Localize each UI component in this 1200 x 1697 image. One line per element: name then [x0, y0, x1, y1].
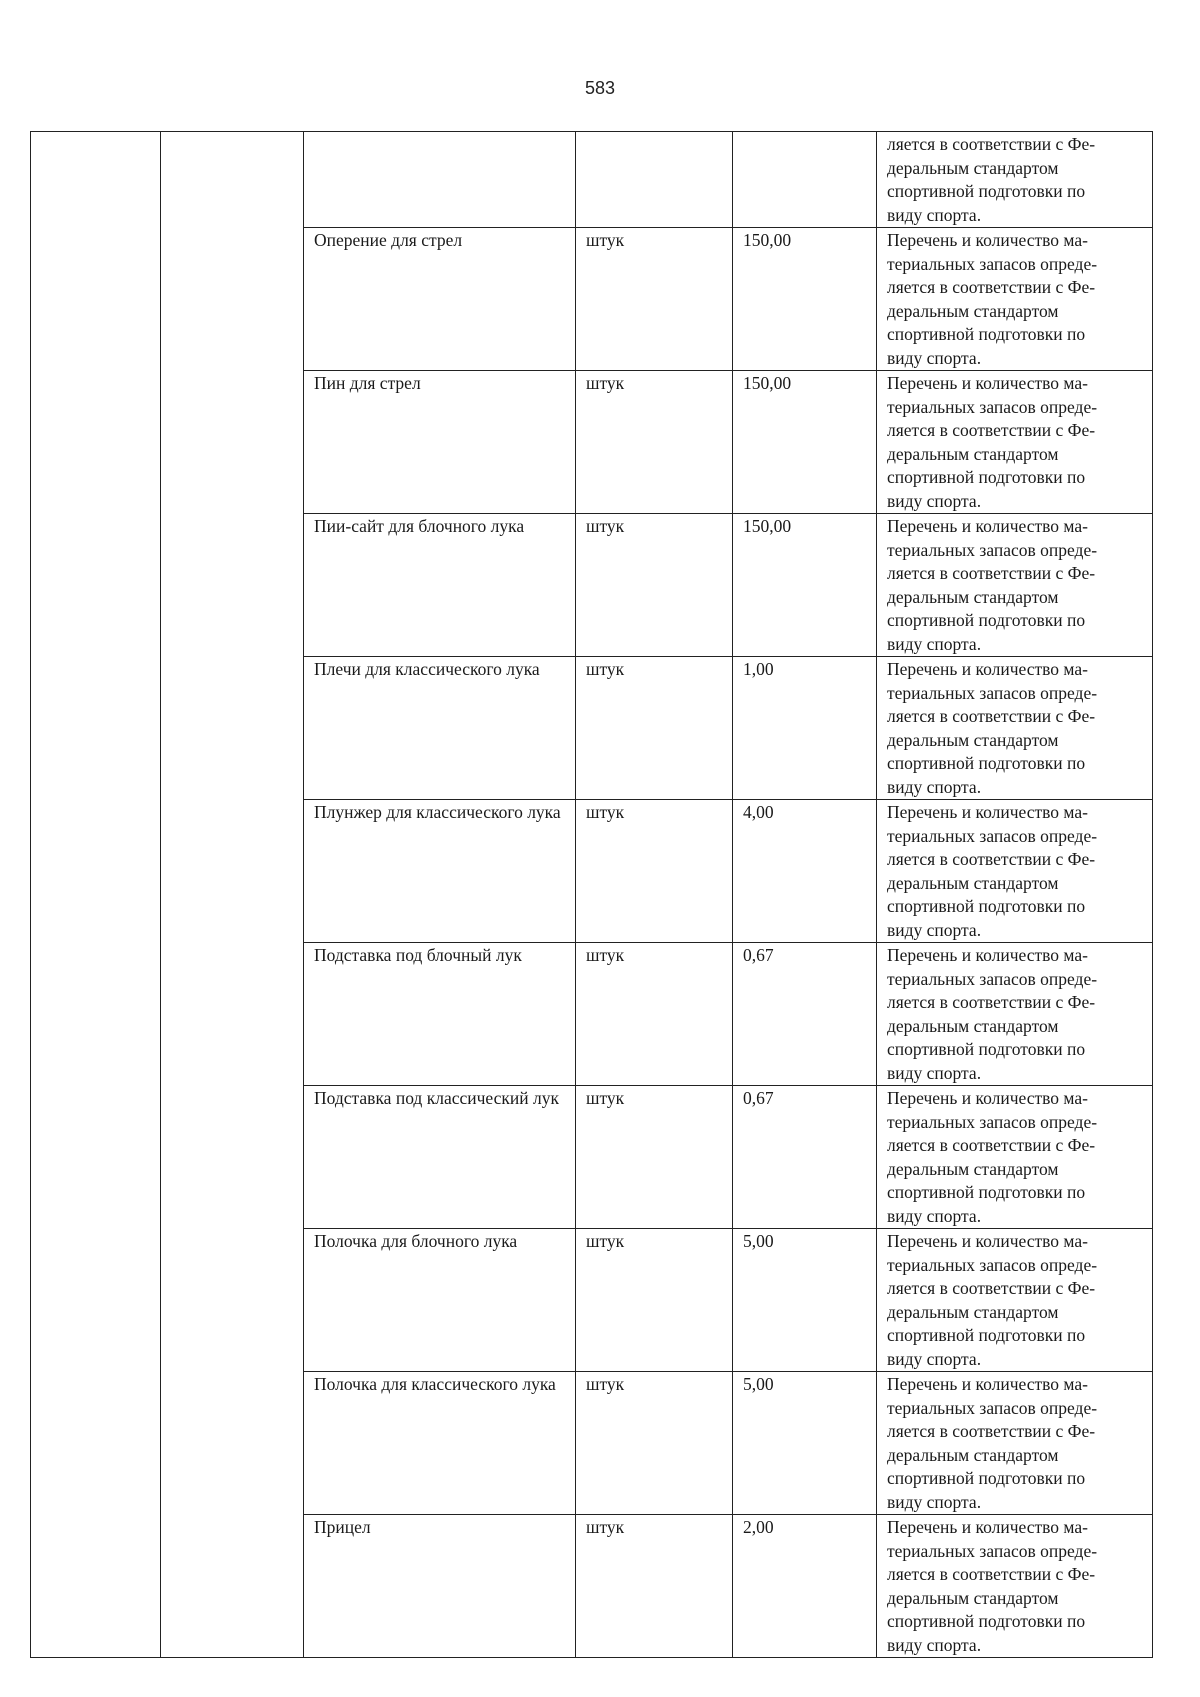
blank-cell-col2 [161, 1515, 304, 1658]
note-line: Перечень и количество ма- [887, 1517, 1088, 1537]
note-line: виду спорта. [887, 1062, 982, 1083]
item-note-cell [877, 1372, 1153, 1515]
table-row [31, 514, 1153, 657]
note-line: териальных запасов опреде- [887, 396, 1098, 417]
blank-cell-col1 [31, 1372, 161, 1515]
item-note-cell [877, 1515, 1153, 1658]
quantity-cell-empty [733, 132, 877, 228]
table-row [31, 1229, 1153, 1372]
item-quantity-cell: 4,00 [733, 800, 877, 943]
note-line: спортивной подготовки по [887, 753, 1086, 773]
item-unit-cell: штук [576, 1086, 733, 1229]
note-line: деральным стандартом [887, 1158, 1059, 1179]
name-cell-empty [304, 132, 576, 228]
note-line: Перечень и количество ма- [887, 659, 1088, 679]
note-line: ляется в соответствии с Фе- [887, 1278, 1096, 1298]
note-line: ляется в соответствии с Фе- [887, 1135, 1096, 1155]
table-row [31, 371, 1153, 514]
blank-cell-col2 [161, 132, 304, 228]
blank-cell-col1 [31, 371, 161, 514]
table-row [31, 1515, 1153, 1658]
blank-cell-col1 [31, 1229, 161, 1372]
equipment-table-body [31, 132, 1153, 1658]
note-line: Перечень и количество ма- [887, 1088, 1088, 1108]
item-note-cell [877, 943, 1153, 1086]
note-line: деральным стандартом [887, 443, 1059, 464]
item-unit-cell: штук [576, 228, 733, 371]
item-quantity-cell: 0,67 [733, 1086, 877, 1229]
blank-cell-col1 [31, 1515, 161, 1658]
note-line: виду спорта. [887, 776, 982, 797]
note-line: спортивной подготовки по [887, 1611, 1086, 1631]
note-line: териальных запасов опреде- [887, 825, 1098, 846]
item-unit-cell: штук [576, 943, 733, 1086]
note-line: деральным стандартом [887, 300, 1059, 321]
note-line: Перечень и количество ма- [887, 1374, 1088, 1394]
blank-cell-col2 [161, 371, 304, 514]
note-line: териальных запасов опреде- [887, 539, 1098, 560]
item-name-cell: Полочка для классического лука [304, 1372, 576, 1515]
blank-cell-col1 [31, 943, 161, 1086]
item-note-cell [877, 514, 1153, 657]
note-line: спортивной подготовки по [887, 1468, 1086, 1488]
table-row [31, 228, 1153, 371]
note-line: териальных запасов опреде- [887, 1540, 1098, 1561]
item-unit-cell: штук [576, 371, 733, 514]
note-line: спортивной подготовки по [887, 1325, 1086, 1345]
blank-cell-col1 [31, 228, 161, 371]
note-line: Перечень и количество ма- [887, 802, 1088, 822]
note-line: деральным стандартом [887, 157, 1059, 178]
note-line: ляется в соответствии с Фе- [887, 420, 1096, 440]
item-name-cell: Плунжер для классического лука [304, 800, 576, 943]
blank-cell-col1 [31, 132, 161, 228]
item-name-cell: Прицел [304, 1515, 576, 1658]
item-name-cell: Пии-сайт для блочного лука [304, 514, 576, 657]
item-name-cell: Полочка для блочного лука [304, 1229, 576, 1372]
note-line: териальных запасов опреде- [887, 1111, 1098, 1132]
note-line: ляется в соответствии с Фе- [887, 563, 1096, 583]
item-note-cell [877, 800, 1153, 943]
note-line: виду спорта. [887, 1348, 982, 1369]
note-line: спортивной подготовки по [887, 1039, 1086, 1059]
note-line: ляется в соответствии с Фе- [887, 706, 1096, 726]
note-line: ляется в соответствии с Фе- [887, 849, 1096, 869]
note-line: спортивной подготовки по [887, 610, 1086, 630]
item-quantity-cell: 5,00 [733, 1372, 877, 1515]
blank-cell-col1 [31, 657, 161, 800]
note-line: деральным стандартом [887, 586, 1059, 607]
item-unit-cell: штук [576, 800, 733, 943]
item-note-cell [877, 657, 1153, 800]
note-cell [877, 132, 1153, 228]
item-note-cell [877, 371, 1153, 514]
note-line: Перечень и количество ма- [887, 945, 1088, 965]
item-name-cell: Плечи для классического лука [304, 657, 576, 800]
blank-cell-col2 [161, 514, 304, 657]
table-row-continuation [31, 132, 1153, 228]
note-line: териальных запасов опреде- [887, 1254, 1098, 1275]
note-line: ляется в соответствии с Фе- [887, 1564, 1096, 1584]
page-number: 583 [584, 78, 616, 98]
note-line: деральным стандартом [887, 1015, 1059, 1036]
item-unit-cell: штук [576, 1515, 733, 1658]
note-line: деральным стандартом [887, 1301, 1059, 1322]
note-line: виду спорта. [887, 204, 982, 225]
note-line: виду спорта. [887, 347, 982, 368]
note-line: виду спорта. [887, 1634, 982, 1655]
item-unit-cell: штук [576, 1372, 733, 1515]
note-line: спортивной подготовки по [887, 324, 1086, 344]
equipment-table [30, 131, 1153, 1658]
table-row [31, 1372, 1153, 1515]
item-name-cell: Пин для стрел [304, 371, 576, 514]
note-line: ляется в соответствии с Фе- [887, 1421, 1096, 1441]
note-line: ляется в соответствии с Фе- [887, 277, 1096, 297]
table-row [31, 943, 1153, 1086]
note-line: виду спорта. [887, 633, 982, 654]
note-line: виду спорта. [887, 490, 982, 511]
note-line: териальных запасов опреде- [887, 682, 1098, 703]
note-line: ляется в соответствии с Фе- [887, 992, 1096, 1012]
note-line: деральным стандартом [887, 1587, 1059, 1608]
item-quantity-cell: 150,00 [733, 371, 877, 514]
table-row [31, 800, 1153, 943]
item-unit-cell: штук [576, 1229, 733, 1372]
item-note-cell [877, 1086, 1153, 1229]
note-line: териальных запасов опреде- [887, 968, 1098, 989]
blank-cell-col2 [161, 1229, 304, 1372]
table-row [31, 657, 1153, 800]
unit-cell-empty [576, 132, 733, 228]
note-line: Перечень и количество ма- [887, 516, 1088, 536]
blank-cell-col1 [31, 800, 161, 943]
item-note-cell [877, 1229, 1153, 1372]
note-line: деральным стандартом [887, 872, 1059, 893]
blank-cell-col2 [161, 657, 304, 800]
item-quantity-cell: 0,67 [733, 943, 877, 1086]
blank-cell-col2 [161, 228, 304, 371]
note-line: спортивной подготовки по [887, 181, 1086, 201]
note-line: ляется в соответствии с Фе- [887, 134, 1096, 154]
item-name-cell: Оперение для стрел [304, 228, 576, 371]
table-row [31, 1086, 1153, 1229]
blank-cell-col1 [31, 1086, 161, 1229]
item-name-cell: Подставка под блочный лук [304, 943, 576, 1086]
note-line: спортивной подготовки по [887, 467, 1086, 487]
note-line: Перечень и количество ма- [887, 230, 1088, 250]
item-unit-cell: штук [576, 657, 733, 800]
note-line: Перечень и количество ма- [887, 1231, 1088, 1251]
blank-cell-col2 [161, 1372, 304, 1515]
item-quantity-cell: 150,00 [733, 228, 877, 371]
note-line: деральным стандартом [887, 1444, 1059, 1465]
item-quantity-cell: 1,00 [733, 657, 877, 800]
blank-cell-col1 [31, 514, 161, 657]
note-line: виду спорта. [887, 919, 982, 940]
item-unit-cell: штук [576, 514, 733, 657]
item-quantity-cell: 5,00 [733, 1229, 877, 1372]
note-line: спортивной подготовки по [887, 896, 1086, 916]
item-name-cell: Подставка под классический лук [304, 1086, 576, 1229]
blank-cell-col2 [161, 1086, 304, 1229]
note-line: спортивной подготовки по [887, 1182, 1086, 1202]
note-line: деральным стандартом [887, 729, 1059, 750]
item-quantity-cell: 150,00 [733, 514, 877, 657]
item-quantity-cell: 2,00 [733, 1515, 877, 1658]
note-line: виду спорта. [887, 1205, 982, 1226]
note-line: виду спорта. [887, 1491, 982, 1512]
blank-cell-col2 [161, 800, 304, 943]
item-note-cell [877, 228, 1153, 371]
note-line: Перечень и количество ма- [887, 373, 1088, 393]
note-line: териальных запасов опреде- [887, 1397, 1098, 1418]
blank-cell-col2 [161, 943, 304, 1086]
note-line: териальных запасов опреде- [887, 253, 1098, 274]
